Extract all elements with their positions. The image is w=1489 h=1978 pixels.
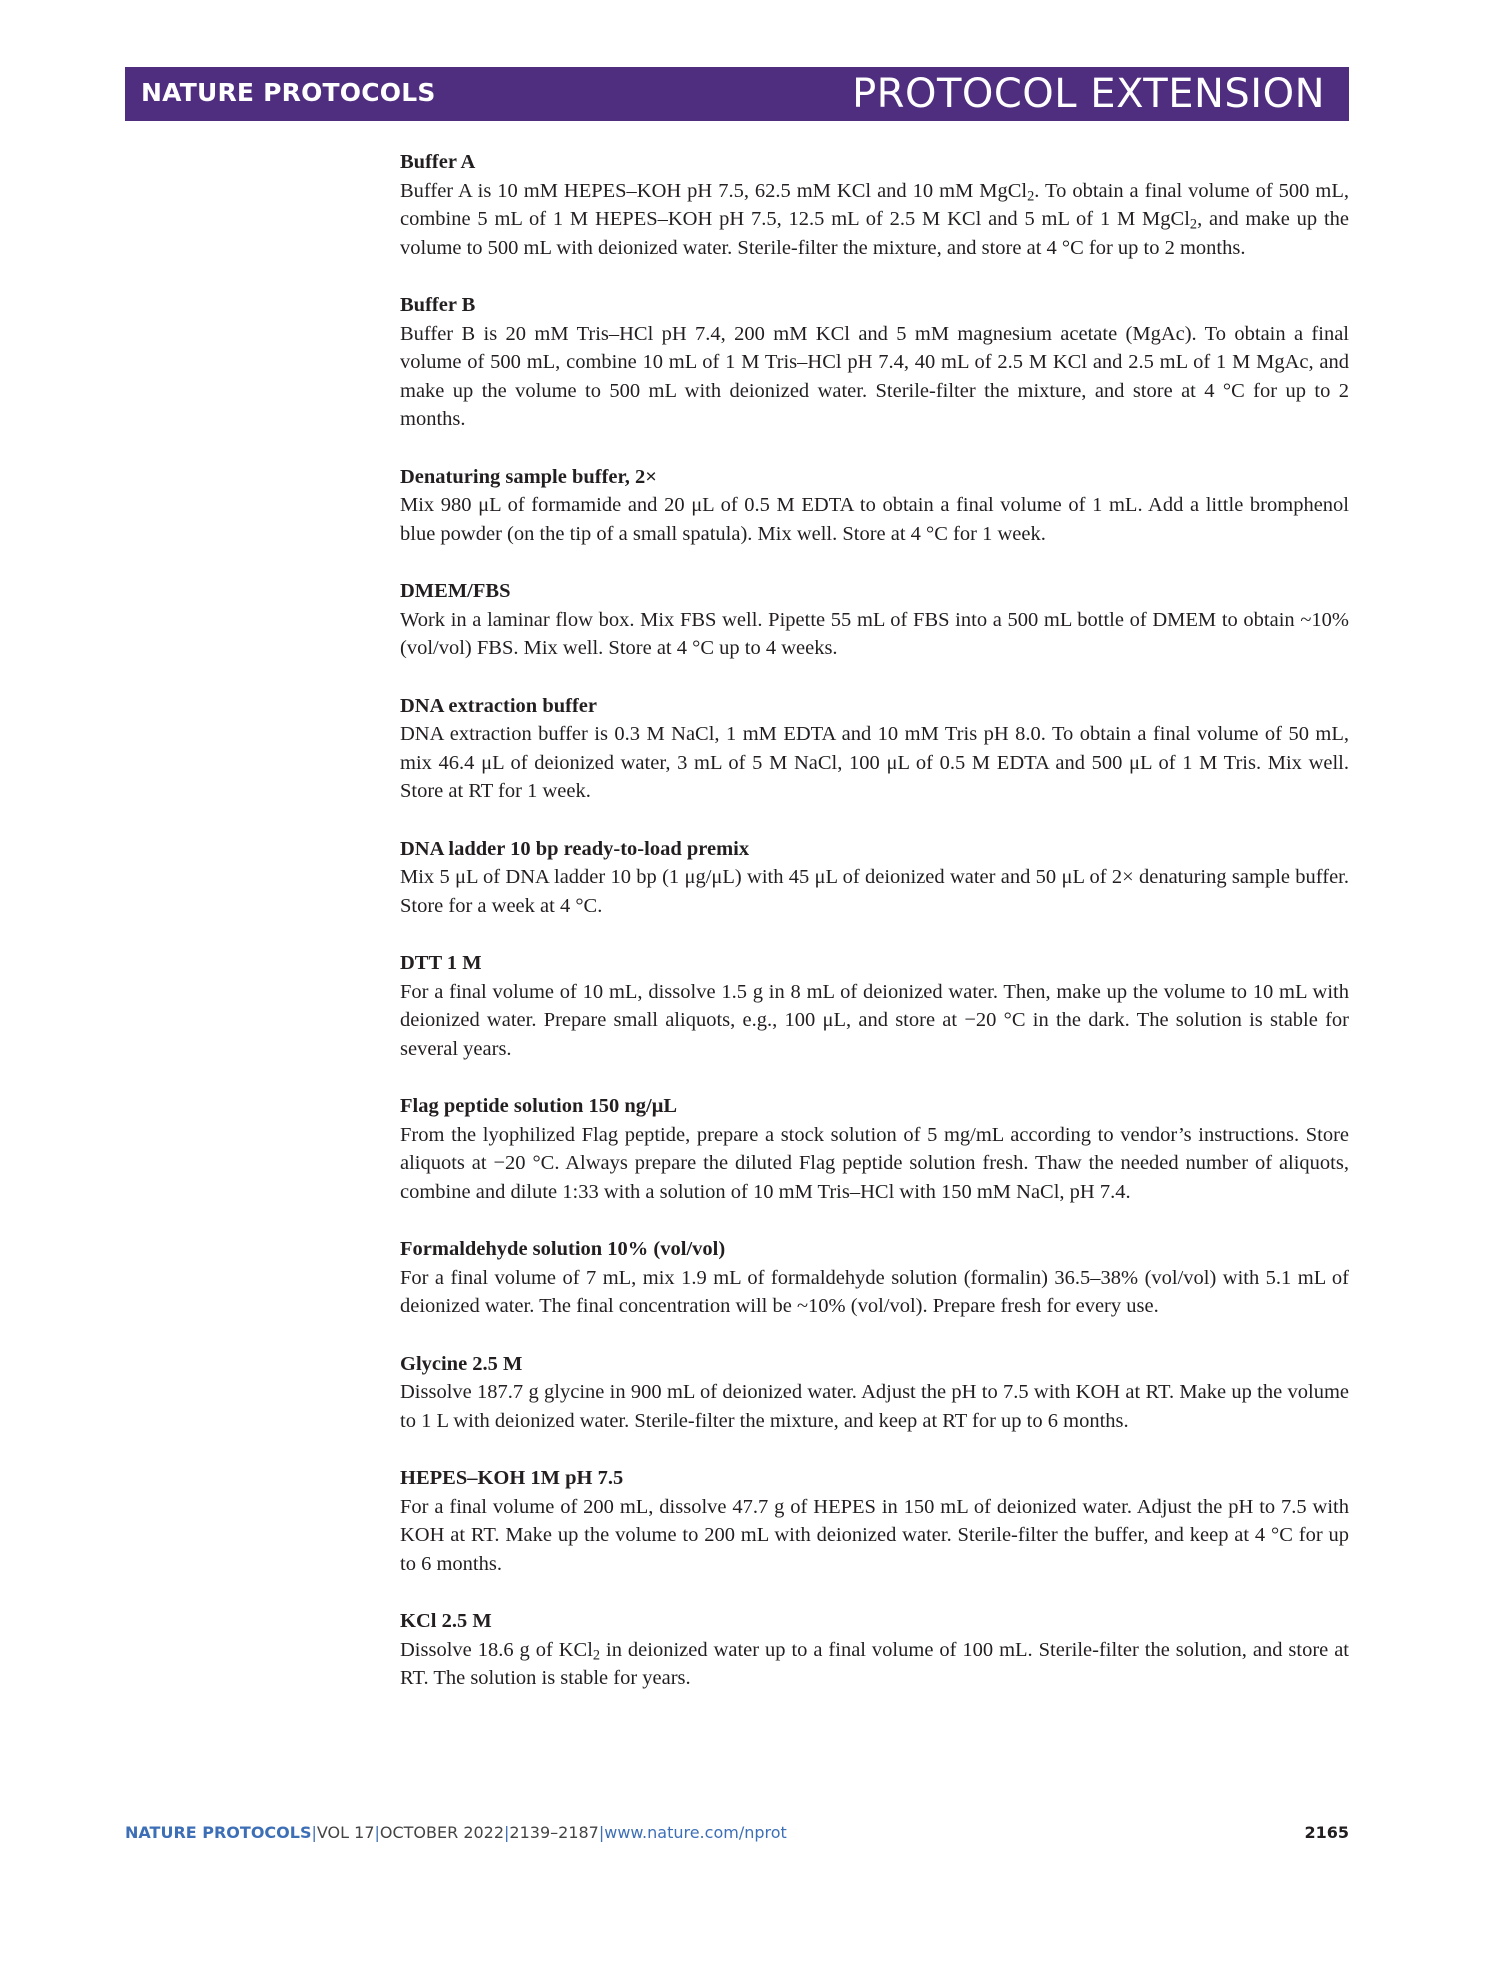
journal-name: NATURE PROTOCOLS	[141, 78, 436, 107]
section-body: For a final volume of 10 mL, dissolve 1.5 g in 8 mL of deionized water. Then, make up the volume to 10 mL with deionized water. Prepare small aliquots, e.g., 100 μL, and store at −20 °C in the dark. The solution is stable for several years.	[400, 980, 1349, 1060]
header-bar	[125, 67, 1349, 121]
section-body: DNA extraction buffer is 0.3 M NaCl, 1 mM EDTA and 10 mM Tris pH 8.0. To obtain a final volume of 50 mL, mix 46.4 μL of deionized water, 3 mL of 5 M NaCl, 100 μL of 0.5 M EDTA and 500 μL of 1 M Tris. Mix well. Store at RT for 1 week.	[400, 723, 1349, 802]
footer-divider: |	[504, 1823, 510, 1842]
section-kcl	[400, 1607, 1349, 1693]
section-heading: HEPES–KOH 1M pH 7.5	[400, 1467, 624, 1489]
section-body: For a final volume of 200 mL, dissolve 47.7 g of HEPES in 150 mL of deionized water. Adjust the pH to 7.5 with KOH at RT. Make up the volume to 200 mL with deionized water. Sterile-filter the buffer, and keep at 4 °C for up to 6 months.	[400, 1495, 1349, 1575]
footer-url-link[interactable]: www.nature.com/nprot	[604, 1823, 787, 1842]
section-hepes-koh	[400, 1464, 1349, 1578]
section-dna-extraction-buffer	[400, 692, 1349, 806]
section-body: For a final volume of 7 mL, mix 1.9 mL of formaldehyde solution (formalin) 36.5–38% (vol/vol) with 5.1 mL of deionized water. The final concentration will be ~10% (vol/vol). Prepare fresh for every use.	[400, 1266, 1349, 1317]
section-heading: Glycine 2.5 M	[400, 1352, 523, 1375]
section-heading: Buffer B	[400, 294, 476, 316]
footer-divider: |	[598, 1823, 605, 1842]
section-body	[400, 177, 1349, 263]
section-body: From the lyophilized Flag peptide, prepare a stock solution of 5 mg/mL according to vendor’s instructions. Store aliquots at −20 °C. Always prepare the diluted Flag peptide solution fresh. Thaw the needed number of aliquots, combine and dilute 1:33 with a solution of 10 mM Tris–HCl with 150 mM NaCl, pH 7.4.	[400, 1123, 1349, 1203]
page-footer	[125, 1823, 1349, 1842]
footer-journal: NATURE PROTOCOLS	[125, 1823, 312, 1842]
section-buffer-a	[400, 148, 1349, 262]
section-flag-peptide	[400, 1092, 1349, 1206]
body-text: . To obtain a final volume of 500 mL, combine 5 mL of 1 M HEPES–KOH pH 7.5, 12.5 mL of 2.5 M KCl and 5 mL of 1 M MgCl	[400, 179, 1349, 230]
section-heading: KCl 2.5 M	[400, 1610, 492, 1632]
section-body: Mix 5 μL of DNA ladder 10 bp (1 μg/μL) with 45 μL of deionized water and 50 μL of 2× denaturing sample buffer. Store for a week at 4 °C.	[400, 866, 1349, 917]
section-heading: DMEM/FBS	[400, 580, 511, 602]
footer-pages: 2139–2187	[509, 1823, 599, 1842]
section-buffer-b	[400, 291, 1349, 434]
article-type: PROTOCOL EXTENSION	[852, 71, 1325, 117]
section-heading: Flag peptide solution 150 ng/μL	[400, 1095, 678, 1117]
body-text: in deionized water up to a final volume of 100 mL. Sterile-filter the solution, and store at RT. The solution is stable for years.	[400, 1638, 1350, 1689]
section-body: Buffer B is 20 mM Tris–HCl pH 7.4, 200 mM KCl and 5 mM magnesium acetate (MgAc). To obtain a final volume of 500 mL, combine 10 mL of 1 M Tris–HCl pH 7.4, 40 mL of 2.5 M KCl and 2.5 mL of 1 M MgAc, and make up the volume to 500 mL with deionized water. Sterile-filter the mixture, and store at 4 °C for up to 2 months.	[400, 322, 1349, 430]
section-body: Dissolve 187.7 g glycine in 900 mL of deionized water. Adjust the pH to 7.5 with KOH at RT. Make up the volume to 1 L with deionized water. Sterile-filter the mixture, and keep at RT for up to 6 months.	[400, 1381, 1349, 1432]
subscript: 2	[592, 1647, 601, 1664]
section-formaldehyde	[400, 1235, 1349, 1321]
section-body: Mix 980 μL of formamide and 20 μL of 0.5 M EDTA to obtain a final volume of 1 mL. Add a little bromphenol blue powder (on the tip of a small spatula). Mix well. Store at 4 °C for 1 week.	[400, 494, 1349, 545]
section-heading: Buffer A	[400, 151, 476, 173]
section-heading: DNA extraction buffer	[400, 694, 597, 717]
footer-volume: VOL 17	[316, 1823, 375, 1842]
section-body	[400, 1636, 1349, 1693]
section-dtt	[400, 949, 1349, 1063]
section-body: Work in a laminar flow box. Mix FBS well. Pipette 55 mL of FBS into a 500 mL bottle of DMEM to obtain ~10% (vol/vol) FBS. Mix well. Store at 4 °C up to 4 weeks.	[400, 608, 1349, 659]
subscript: 2	[1189, 216, 1198, 233]
footer-divider: |	[311, 1823, 317, 1842]
body-text: , and make up the volume to 500 mL with deionized water. Sterile-filter the mixture, and store at 4 °C for up to 2 months.	[400, 208, 1349, 259]
section-heading: Formaldehyde solution 10% (vol/vol)	[400, 1238, 726, 1260]
section-heading: DNA ladder 10 bp ready-to-load premix	[400, 837, 750, 860]
section-glycine	[400, 1350, 1349, 1436]
body-text: Buffer A is 10 mM HEPES–KOH pH 7.5, 62.5 mM KCl and 10 mM MgCl	[400, 179, 1028, 202]
main-content	[400, 148, 1349, 1722]
body-text: Dissolve 18.6 g of KCl	[400, 1638, 593, 1661]
footer-divider: |	[374, 1823, 380, 1842]
subscript: 2	[1027, 188, 1035, 205]
section-heading: Denaturing sample buffer, 2×	[400, 465, 657, 488]
section-dmem-fbs	[400, 577, 1349, 663]
section-dna-ladder	[400, 835, 1349, 921]
page-number: 2165	[1304, 1823, 1349, 1842]
section-heading: DTT 1 M	[400, 952, 482, 974]
footer-date: OCTOBER 2022	[379, 1823, 505, 1842]
section-denaturing-sample-buffer	[400, 463, 1349, 549]
